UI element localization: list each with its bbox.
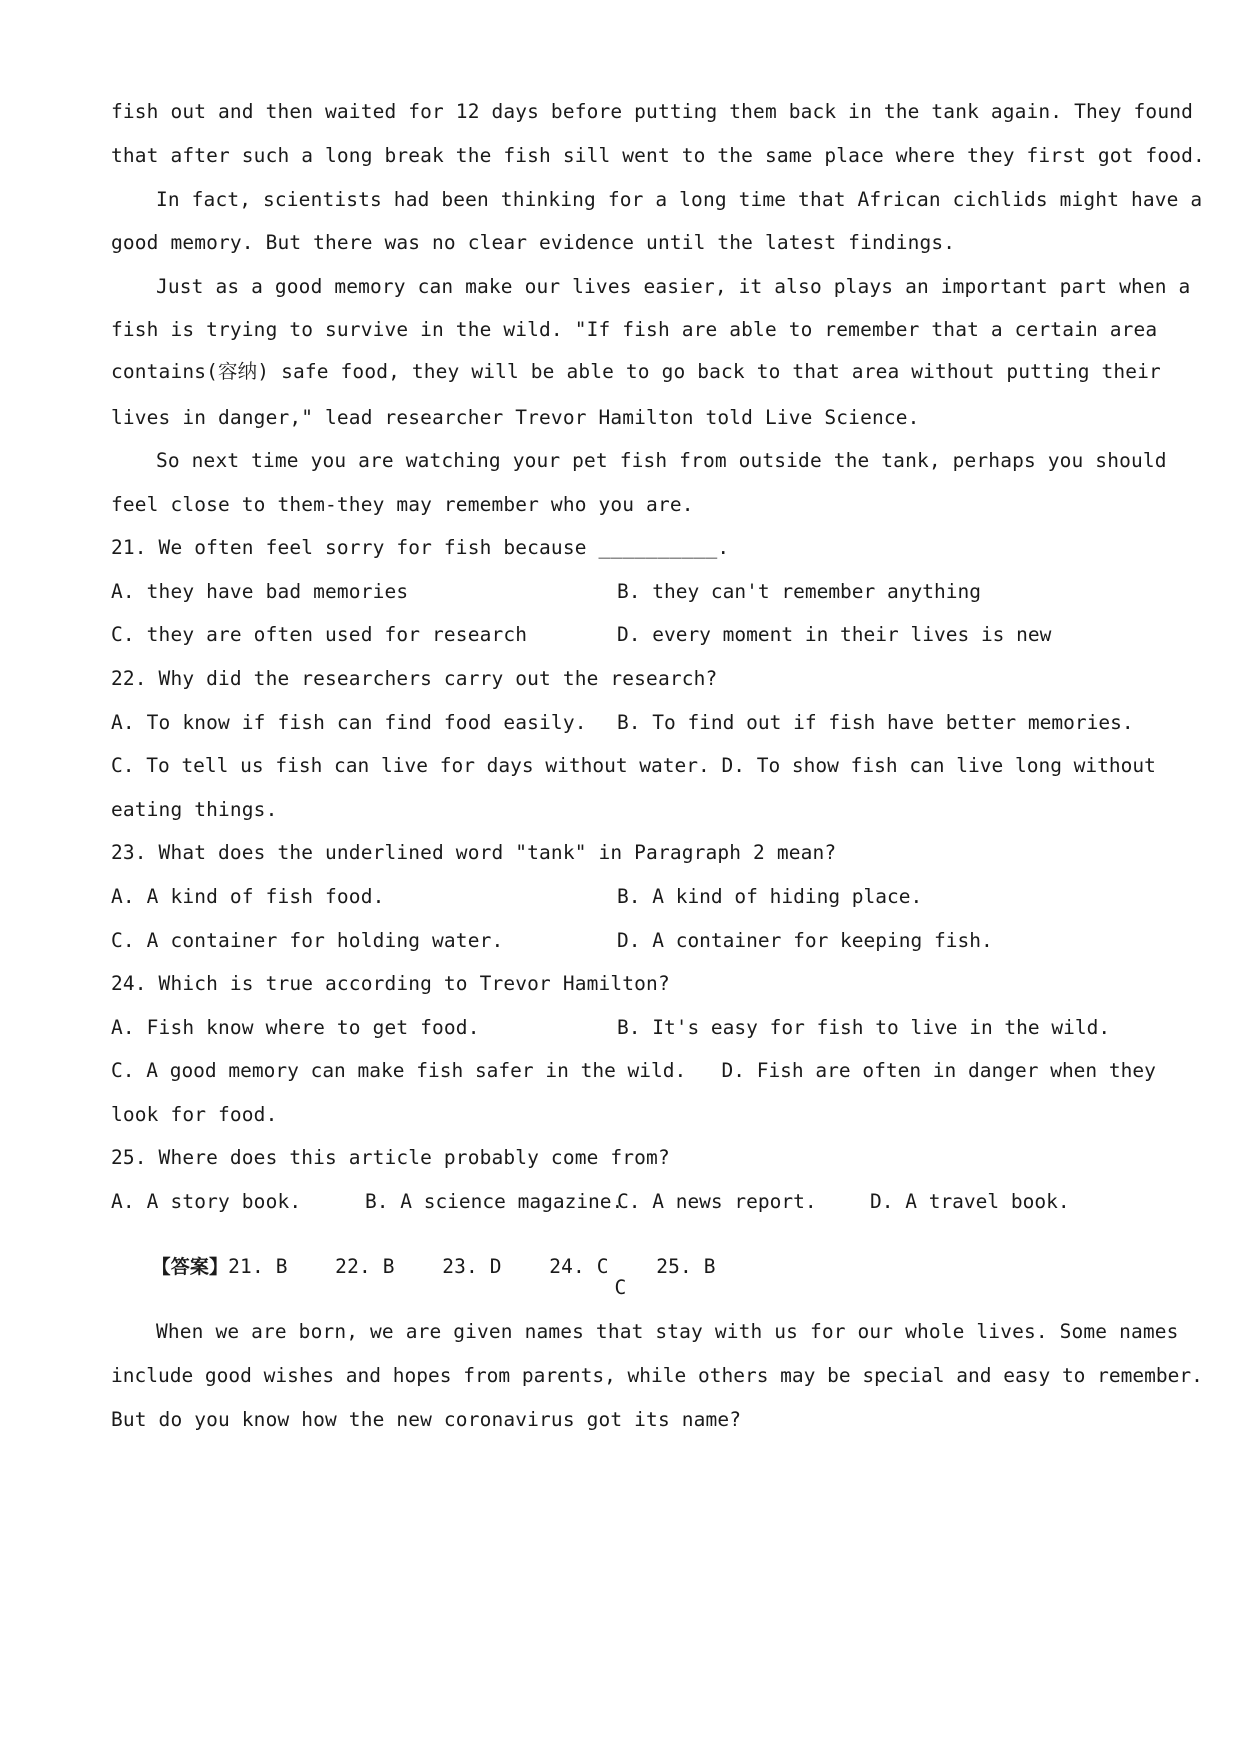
option-a: A. they have bad memories: [111, 580, 409, 603]
passage-line: When we are born, we are given names that stay with us for our whole lives. Some names: [156, 1320, 1179, 1343]
option-b: B. A science magazine.: [365, 1190, 624, 1213]
question-stem: 24. Which is true according to Trevor Hamilton?: [111, 972, 670, 995]
passage-line: feel close to them-they may remember who you are.: [111, 493, 694, 516]
option-b: B. they can't remember anything: [617, 580, 981, 603]
question-stem: 25. Where does this article probably come from?: [111, 1146, 670, 1169]
passage-line: Just as a good memory can make our lives easier, it also plays an important part when a: [156, 275, 1191, 298]
passage-line: good memory. But there was no clear evidence until the latest findings.: [111, 231, 956, 254]
passage-line: include good wishes and hopes from parents, while others may be special and easy to remember.: [111, 1364, 1203, 1387]
option-d: D. A container for keeping fish.: [617, 929, 993, 952]
passage-line: that after such a long break the fish sill went to the same place where they first got food.: [111, 144, 1205, 167]
passage-line: lives in danger," lead researcher Trevor Hamilton told Live Science.: [111, 406, 920, 429]
passage-line: In fact, scientists had been thinking for a long time that African cichlids might have a: [156, 188, 1203, 211]
option-c-d: C. A good memory can make fish safer in the wild. D. Fish are often in danger when they: [111, 1059, 1156, 1082]
passage-line: So next time you are watching your pet fish from outside the tank, perhaps you should: [156, 449, 1167, 472]
option-d: D. every moment in their lives is new: [617, 623, 1052, 646]
option-a: A. Fish know where to get food.: [111, 1016, 480, 1039]
section-heading: C: [614, 1276, 627, 1299]
option-c: C. they are often used for research: [111, 623, 528, 646]
option-a: A. A kind of fish food.: [111, 885, 385, 908]
answer-values: 21. B 22. B 23. D 24. C 25. B: [228, 1255, 716, 1278]
passage-line: contains(容纳) safe food, they will be able to go back to that area without putting their: [111, 360, 1161, 383]
passage-line: fish out and then waited for 12 days before putting them back in the tank again. They found: [111, 100, 1193, 123]
option-b: B. It's easy for fish to live in the wild.: [617, 1016, 1111, 1039]
question-stem: 22. Why did the researchers carry out the research?: [111, 667, 718, 690]
option-continuation: look for food.: [111, 1103, 278, 1126]
option-a: A. A story book.: [111, 1190, 302, 1213]
option-b: B. A kind of hiding place.: [617, 885, 923, 908]
question-stem: 21. We often feel sorry for fish because __________.: [111, 536, 730, 559]
option-continuation: eating things.: [111, 798, 278, 821]
question-stem: 23. What does the underlined word "tank" in Paragraph 2 mean?: [111, 841, 837, 864]
passage-line: fish is trying to survive in the wild. "If fish are able to remember that a certain area: [111, 318, 1158, 341]
option-b: B. To find out if fish have better memories.: [617, 711, 1134, 734]
option-d: D. A travel book.: [870, 1190, 1070, 1213]
answer-label: 【答案】: [151, 1256, 229, 1278]
option-c: C. A news report.: [617, 1190, 817, 1213]
option-c: C. A container for holding water.: [111, 929, 504, 952]
passage-line: But do you know how the new coronavirus got its name?: [111, 1408, 742, 1431]
option-a: A. To know if fish can find food easily.: [111, 711, 587, 734]
option-c-d: C. To tell us fish can live for days without water. D. To show fish can live long without: [111, 754, 1156, 777]
